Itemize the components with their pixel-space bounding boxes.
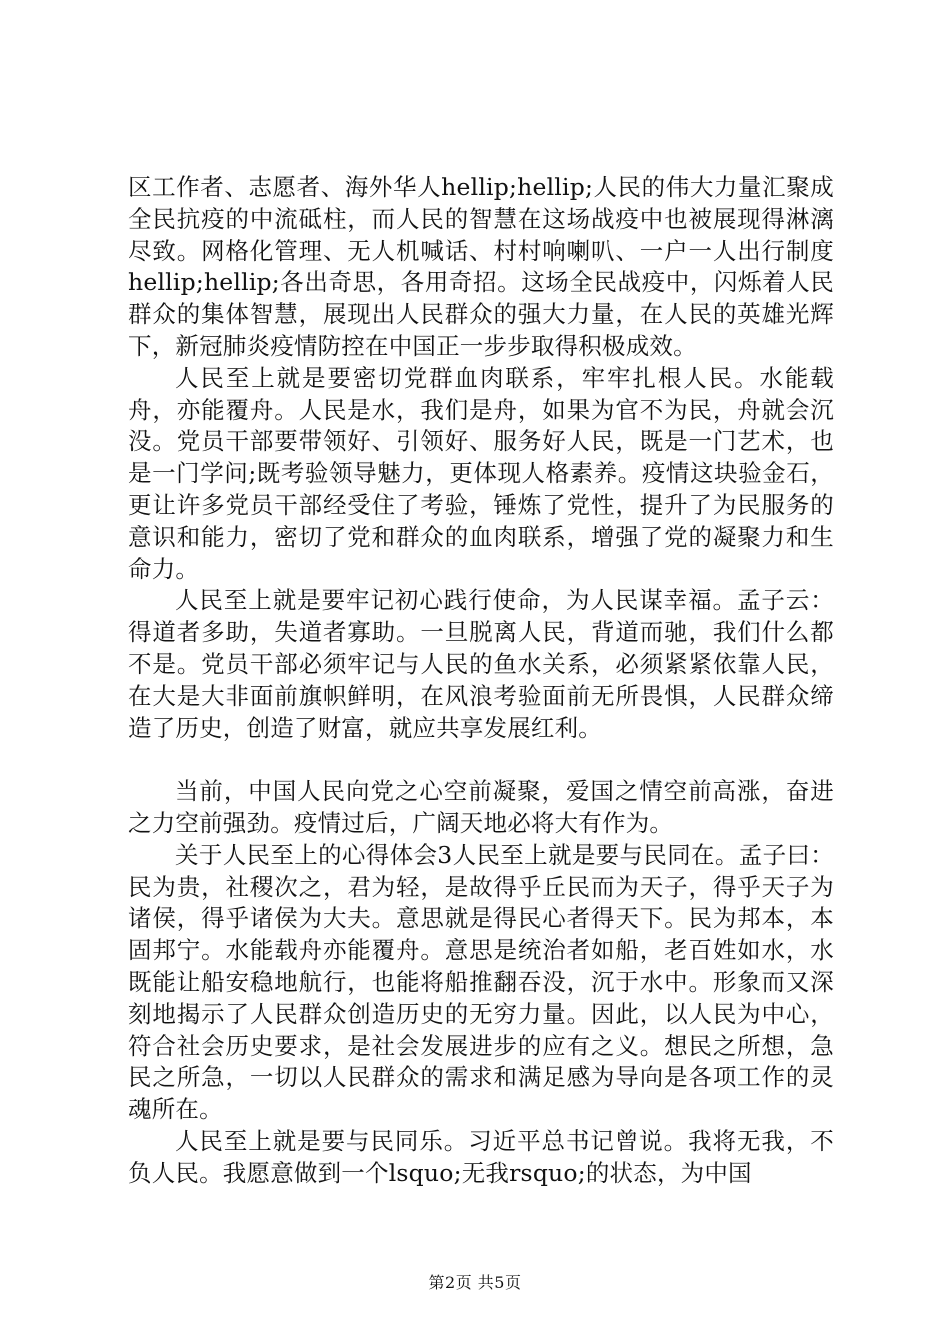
paragraph-party-mass-ties: 人民至上就是要密切党群血肉联系，牢牢扎根人民。水能载舟，亦能覆舟。人民是水，我们是舟，如果为官不为民，舟就会沉没。党员干部要带领好、引领好、服务好人民，既是一门艺术，也是一门学问;既考验领导魅力，更体现人格素养。疫情这块验金石，更让许多党员干部经受住了考验，锤炼了党性，提升了为民服务的意识和能力，密切了党和群众的血肉联系，增强了党的凝聚力和生命力。: [128, 363, 834, 583]
paragraph-original-mission: 人民至上就是要牢记初心践行使命，为人民谋幸福。孟子云：得道者多助，失道者寡助。一旦脱离人民，背道而驰，我们什么都不是。党员干部必须牢记与人民的鱼水关系，必须紧紧依靠人民，在大是大非面前旗帜鲜明，在风浪考验面前无所畏惧，人民群众缔造了历史，创造了财富，就应共享发展红利。: [128, 586, 834, 742]
paragraph-spacer: [128, 744, 834, 776]
paragraph-continuation: 区工作者、志愿者、海外华人hellip;hellip;人民的伟大力量汇聚成全民抗疫的中流砥柱，而人民的智慧在这场战疫中也被展现得淋漓尽致。网格化管理、无人机喊话、村村响喇叭、一户一人出行制度hellip;hellip;各出奇思，各用奇招。这场全民战疫中，闪烁着人民群众的集体智慧，展现出人民群众的强大力量，在人民的英雄光辉下，新冠肺炎疫情防控在中国正一步步取得积极成效。: [128, 173, 834, 360]
paragraph-with-the-people: 关于人民至上的心得体会3人民至上就是要与民同在。孟子曰：民为贵，社稷次之，君为轻，是故得乎丘民而为天子，得乎天子为诸侯，得乎诸侯为大夫。意思就是得民心者得天下。民为邦本，本固邦宁。水能载舟亦能覆舟。意思是统治者如船，老百姓如水，水既能让船安稳地航行，也能将船推翻吞没，沉于水中。形象而又深刻地揭示了人民群众创造历史的无穷力量。因此，以人民为中心，符合社会历史要求，是社会发展进步的应有之义。想民之所想，急民之所急，一切以人民群众的需求和满足感为导向是各项工作的灵魂所在。: [128, 840, 834, 1124]
paragraph-share-joy: 人民至上就是要与民同乐。习近平总书记曾说。我将无我，不负人民。我愿意做到一个lsquo;无我rsquo;的状态，为中国: [128, 1126, 834, 1187]
page-number-footer: 第2页 共5页: [428, 1273, 522, 1292]
paragraph-current-situation: 当前，中国人民向党之心空前凝聚，爱国之情空前高涨，奋进之力空前强劲。疫情过后，广阔天地必将大有作为。: [128, 777, 834, 837]
document-body: [128, 172, 834, 1190]
